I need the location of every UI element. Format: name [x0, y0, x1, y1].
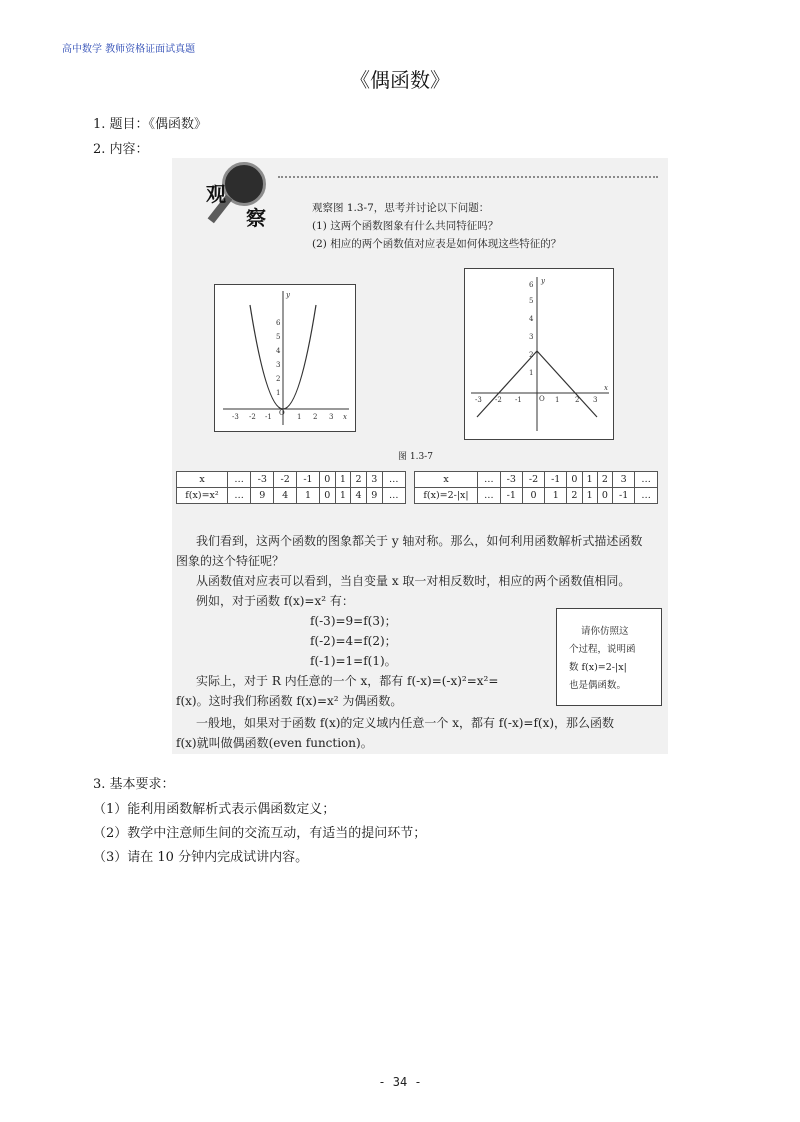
y-tick: 1	[529, 369, 534, 377]
y-tick: 4	[276, 347, 281, 355]
table-cell: 9	[251, 488, 274, 504]
x-tick: -1	[515, 396, 522, 404]
table-cell: 1	[582, 488, 597, 504]
x-tick: -3	[232, 413, 239, 421]
table-row	[177, 472, 406, 488]
table-cell: 2	[351, 472, 367, 488]
table-cell: …	[478, 488, 501, 504]
table-cell: 1	[582, 472, 597, 488]
table-cell: f(x)=x²	[177, 488, 228, 504]
note-line-3: 数 f(x)=2-|x|	[569, 662, 627, 673]
table-cell: 3	[613, 472, 635, 488]
table-cell: …	[228, 472, 251, 488]
item-topic: 1. 题目：《偶函数》	[93, 117, 208, 132]
x-tick: -2	[249, 413, 256, 421]
table-cell: 4	[274, 488, 297, 504]
x-tick: 1	[555, 396, 560, 404]
observe-line-2: (1) 这两个函数图象有什么共同特征吗？	[312, 220, 499, 232]
table-cell: …	[228, 488, 251, 504]
para-3: 例如，对于函数 f(x)=x² 有：	[196, 594, 354, 608]
y-tick: 3	[276, 361, 281, 369]
table-cell: -3	[251, 472, 274, 488]
x-axis-label: x	[343, 413, 347, 421]
y-tick: 4	[529, 315, 534, 323]
parabola-plot	[215, 285, 355, 431]
observe-line-3: (2) 相应的两个函数值对应表是如何体现这些特征的？	[312, 238, 562, 250]
table-cell: -2	[522, 472, 544, 488]
table-row	[415, 488, 658, 504]
table-cell: 2	[597, 472, 612, 488]
table-cell: …	[478, 472, 501, 488]
table-cell: 1	[545, 488, 567, 504]
table-row	[415, 472, 658, 488]
graph-absolute	[464, 268, 614, 440]
y-tick: 2	[529, 351, 534, 359]
eq-2: f(-2)=4=f(2)；	[310, 634, 397, 648]
requirement-3: （3）请在 10 分钟内完成试讲内容。	[93, 850, 309, 865]
origin-label: O	[279, 409, 285, 417]
side-note	[556, 608, 662, 706]
table-cell: …	[382, 488, 405, 504]
y-tick: 2	[276, 375, 281, 383]
y-tick: 6	[529, 281, 534, 289]
page-title: 《偶函数》	[350, 68, 450, 92]
table-cell: -1	[545, 472, 567, 488]
y-tick: 5	[276, 333, 281, 341]
para-5a: 一般地，如果对于函数 f(x)的定义域内任意一个 x，都有 f(-x)=f(x)，那么函数	[196, 716, 615, 730]
table-cell: …	[635, 488, 658, 504]
note-line-4: 也是偶函数。	[569, 680, 627, 691]
y-tick: 5	[529, 297, 534, 305]
x-tick: -2	[495, 396, 502, 404]
observe-line-1: 观察图 1.3-7，思考并讨论以下问题：	[312, 202, 490, 214]
note-line-1: 请你仿照这	[581, 626, 629, 637]
textbook-excerpt	[172, 158, 668, 754]
table-cell: 0	[319, 488, 335, 504]
x-tick: 1	[297, 413, 302, 421]
table-cell: 0	[597, 488, 612, 504]
table-cell: 1	[335, 488, 351, 504]
para-5b: f(x)就叫做偶函数(even function)。	[176, 736, 373, 750]
table-cell: 1	[335, 472, 351, 488]
table-cell: -1	[613, 488, 635, 504]
table-cell: 3	[366, 472, 382, 488]
absolute-plot	[465, 269, 613, 439]
badge-char-guan: 观	[206, 182, 226, 206]
value-table-square	[176, 471, 406, 504]
requirements-heading: 3. 基本要求：	[93, 777, 175, 792]
y-tick: 3	[529, 333, 534, 341]
table-cell: f(x)=2-|x|	[415, 488, 478, 504]
x-tick: 2	[313, 413, 318, 421]
dotted-rule	[278, 176, 658, 178]
y-axis-label: y	[541, 277, 545, 285]
table-cell: -1	[297, 472, 320, 488]
table-cell: …	[382, 472, 405, 488]
x-axis-label: x	[604, 384, 608, 392]
requirement-1: （1）能利用函数解析式表示偶函数定义；	[93, 802, 336, 817]
x-tick: 3	[593, 396, 598, 404]
table-cell: 0	[567, 472, 582, 488]
header-label: 高中数学 教师资格证面试真题	[62, 44, 196, 55]
table-cell: 4	[351, 488, 367, 504]
page-number: - 34 -	[378, 1075, 422, 1089]
table-cell: -2	[274, 472, 297, 488]
x-tick: 3	[329, 413, 334, 421]
para-1a: 我们看到，这两个函数的图象都关于 y 轴对称。那么，如何利用函数解析式描述函数	[196, 534, 643, 548]
graph-parabola	[214, 284, 356, 432]
requirement-2: （2）教学中注意师生间的交流互动，有适当的提问环节；	[93, 826, 427, 841]
x-tick: 2	[575, 396, 580, 404]
table-cell: 9	[366, 488, 382, 504]
note-line-2: 个过程，说明函	[569, 644, 636, 655]
value-table-absolute	[414, 471, 658, 504]
y-axis-label: y	[286, 291, 290, 299]
para-4a: 实际上，对于 R 内任意的一个 x，都有 f(-x)=(-x)²=x²=	[196, 674, 499, 688]
eq-3: f(-1)=1=f(1)。	[310, 654, 397, 668]
table-cell: x	[415, 472, 478, 488]
y-tick: 1	[276, 389, 281, 397]
table-cell: -1	[500, 488, 522, 504]
x-tick: -1	[265, 413, 272, 421]
y-tick: 6	[276, 319, 281, 327]
table-row	[177, 488, 406, 504]
table-cell: …	[635, 472, 658, 488]
x-tick: -3	[475, 396, 482, 404]
figure-caption: 图 1.3-7	[398, 452, 433, 462]
para-4b: f(x)。这时我们称函数 f(x)=x² 为偶函数。	[176, 694, 403, 708]
table-cell: 1	[297, 488, 320, 504]
badge-char-cha: 察	[246, 206, 266, 230]
table-cell: x	[177, 472, 228, 488]
eq-1: f(-3)=9=f(3)；	[310, 614, 397, 628]
item-content: 2. 内容：	[93, 142, 149, 157]
para-1b: 图象的这个特征呢？	[176, 554, 285, 568]
table-cell: 0	[319, 472, 335, 488]
table-cell: 0	[522, 488, 544, 504]
origin-label: O	[539, 395, 545, 403]
table-cell: 2	[567, 488, 582, 504]
para-2: 从函数值对应表可以看到，当自变量 x 取一对相反数时，相应的两个函数值相同。	[196, 574, 631, 588]
table-cell: -3	[500, 472, 522, 488]
